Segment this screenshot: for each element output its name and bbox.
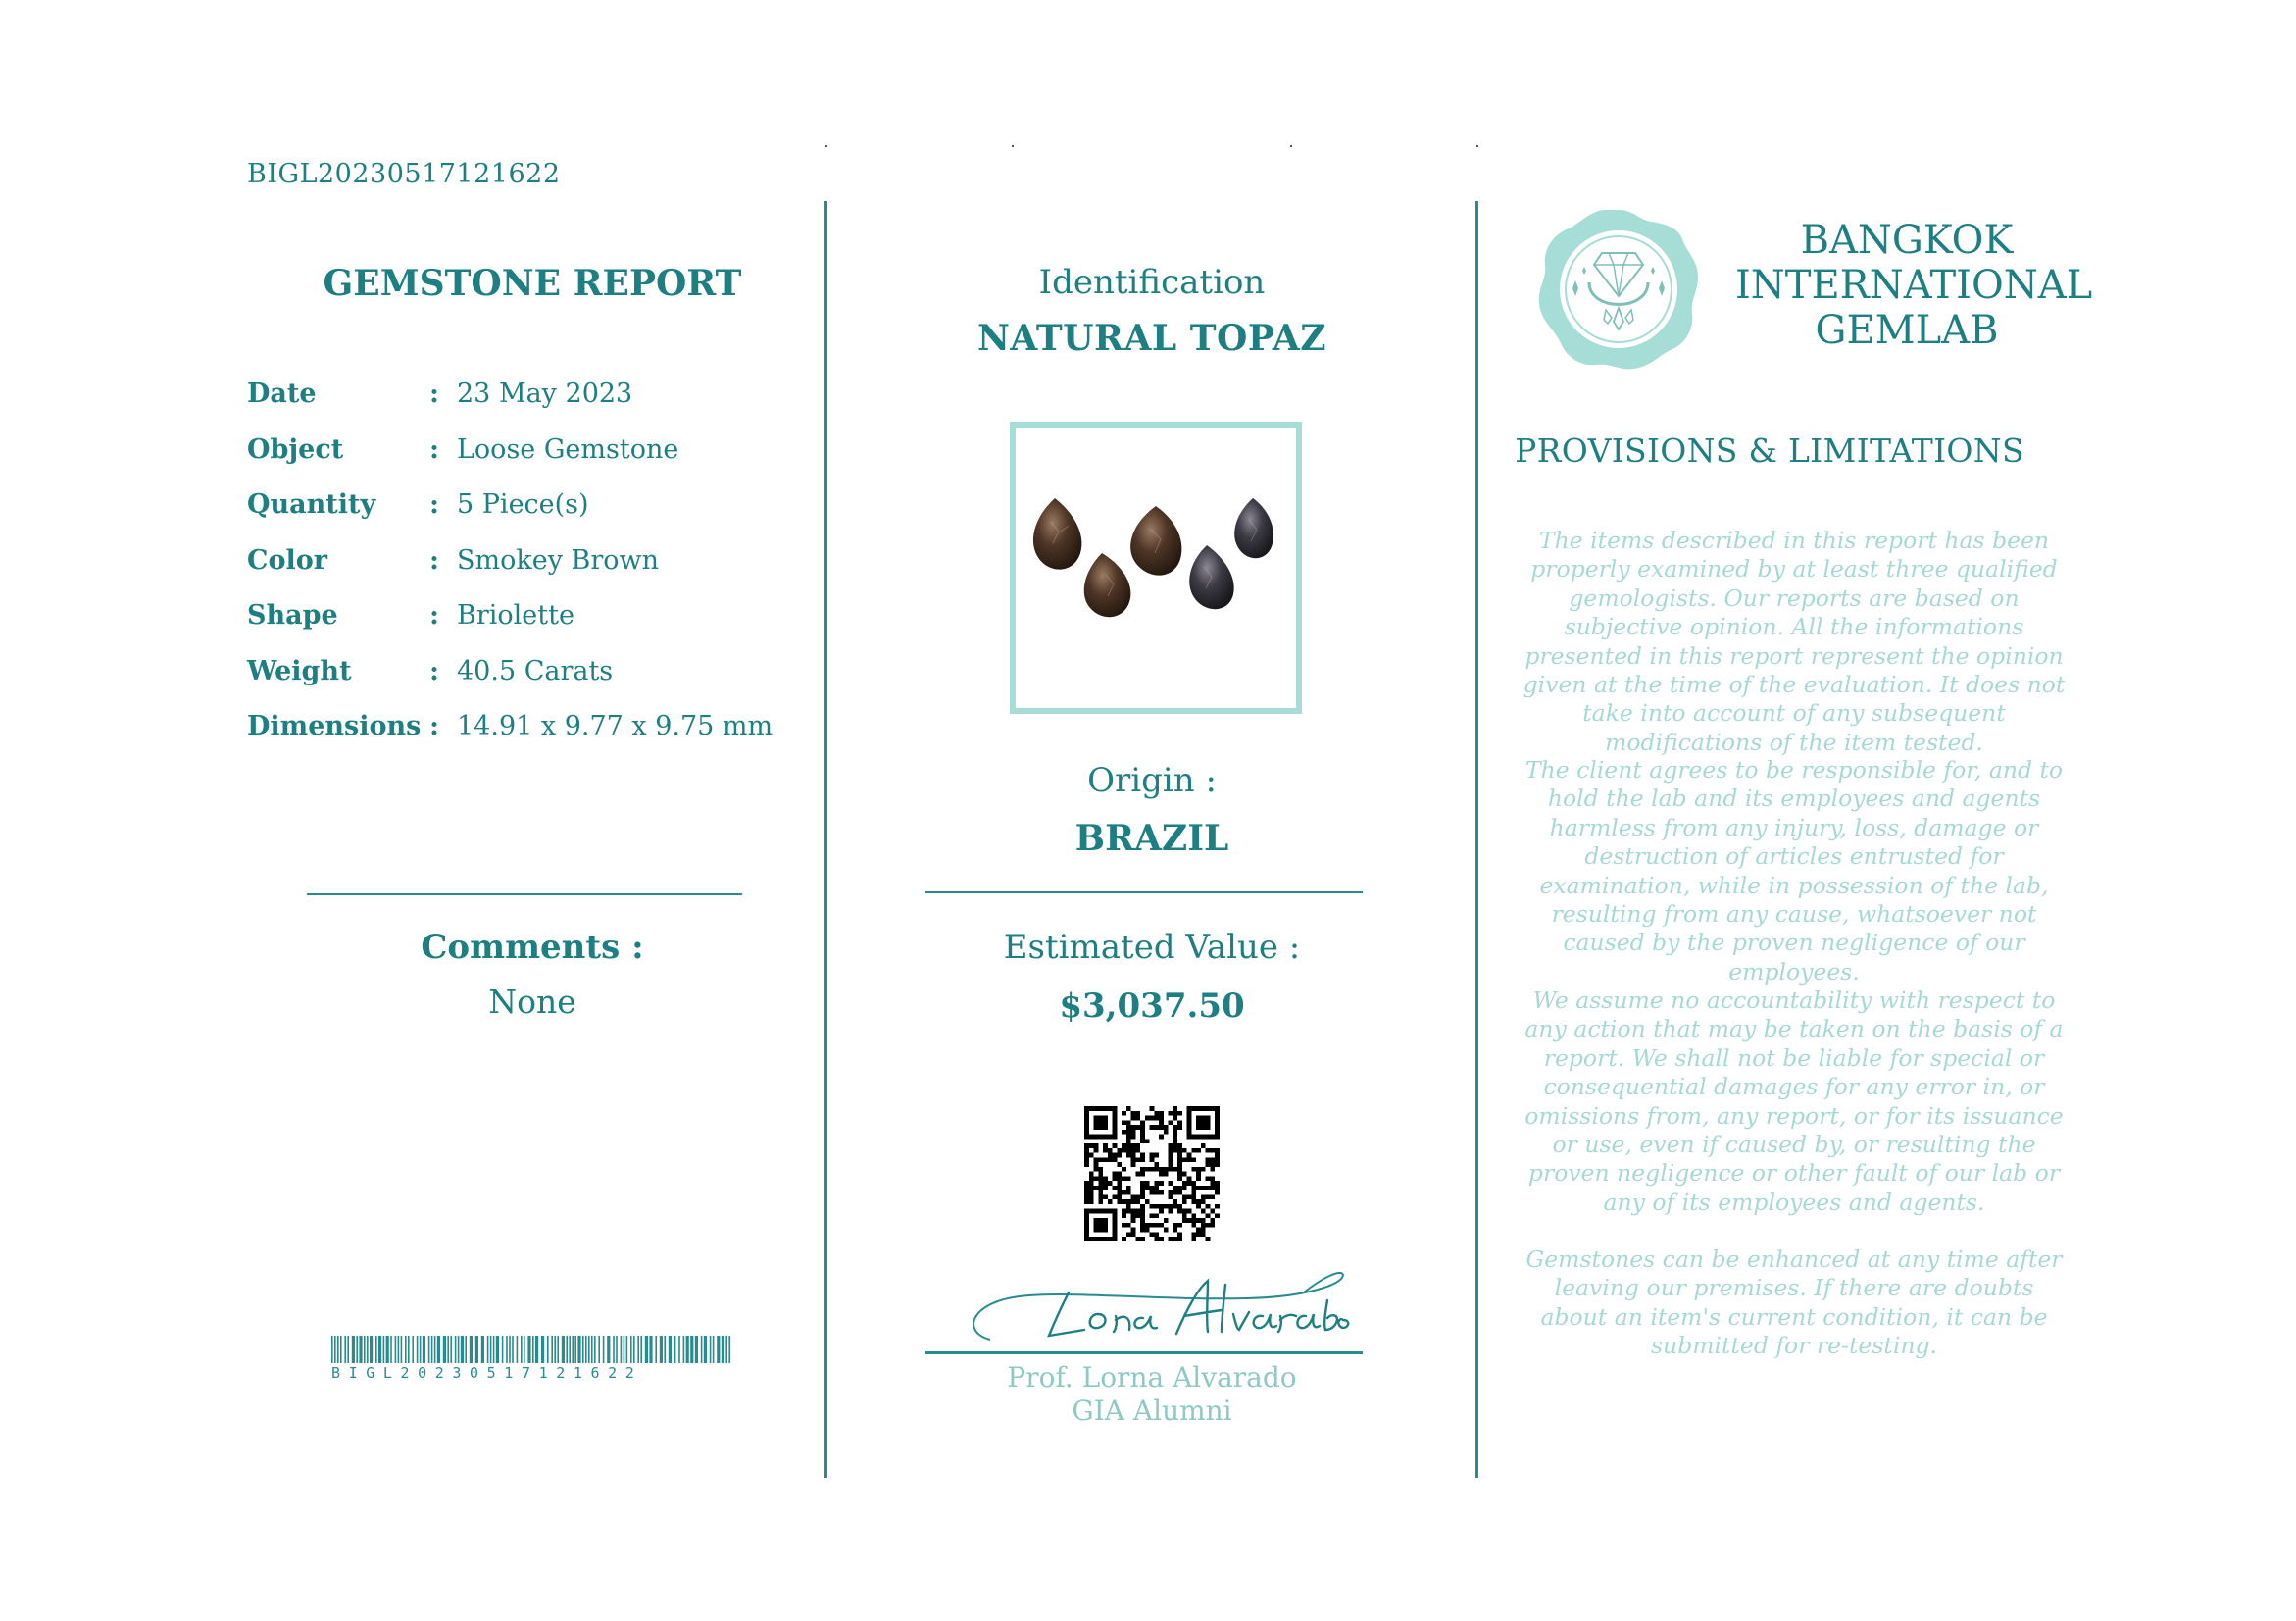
signature-line xyxy=(925,1351,1363,1354)
field-value: Briolette xyxy=(457,600,574,631)
origin-value: BRAZIL xyxy=(1074,818,1229,859)
field-label: Date xyxy=(247,379,317,409)
field-value: 14.91 x 9.77 x 9.75 mm xyxy=(457,711,774,741)
field-colon: : xyxy=(429,545,439,576)
field-label: Shape xyxy=(247,600,338,631)
comments-divider xyxy=(307,893,742,895)
gemstone-photo xyxy=(1010,422,1302,714)
signer-credentials: GIA Alumni xyxy=(1072,1394,1232,1427)
provisions-paragraph: The items described in this report has been properly examined by at least three qualified gemologists. Our reports are based on subjective opinion. All the informations presented in this report represent the opinion given at the time of the evaluation. It does not take into account of any subsequent modifications of the item tested. xyxy=(1522,527,2066,756)
lab-name-line: BANGKOK xyxy=(1800,218,2014,263)
field-label: Object xyxy=(247,434,344,465)
lab-name xyxy=(1735,218,2093,353)
field-value: 5 Piece(s) xyxy=(457,489,589,520)
estimated-value-label: Estimated Value : xyxy=(1003,928,1301,967)
identification-value: NATURAL TOPAZ xyxy=(976,318,1327,359)
field-colon: : xyxy=(429,434,439,465)
provisions-title: PROVISIONS & LIMITATIONS xyxy=(1515,431,2024,470)
field-colon: : xyxy=(429,600,439,631)
lab-seal-logo xyxy=(1535,206,1702,373)
field-label: Color xyxy=(247,545,327,576)
barcode-text: BIGL20230517121622 xyxy=(331,1364,643,1382)
origin-divider xyxy=(925,891,1363,893)
gem-stone xyxy=(1033,498,1273,617)
field-value: 40.5 Carats xyxy=(457,656,614,686)
field-colon: : xyxy=(429,711,439,741)
field-value: Smokey Brown xyxy=(457,545,660,576)
provisions-paragraph: Gemstones can be enhanced at any time after leaving our premises. If there are doubts about an item's current condition, it can be submitted for re-testing. xyxy=(1525,1245,2063,1360)
field-colon: : xyxy=(429,489,439,520)
field-label: Dimensions xyxy=(247,711,422,741)
signature xyxy=(951,1271,1363,1349)
field-colon: : xyxy=(429,379,439,409)
field-label: Quantity xyxy=(247,489,376,520)
top-dot xyxy=(1476,145,1478,147)
comments-value: None xyxy=(488,983,576,1021)
barcode xyxy=(331,1336,733,1363)
provisions-paragraph: We assume no accountability with respect to any action that may be taken on the basis of a report. We shall not be liable for special or consequential damages for any error in, or omissions from, any report, or for its issuance or use, even if caused by, or resulting the proven negligence or other fault of our lab or any of its employees and agents. xyxy=(1524,987,2064,1216)
provisions-paragraph: The client agrees to be responsible for, and to hold the lab and its employees and agents harmless from any injury, loss, damage or destruction of articles entrusted for examination, while in possession of the lab, resulting from any cause, whatsoever not caused by the proven negligence of our employees. xyxy=(1524,756,2064,986)
comments-label: Comments : xyxy=(421,928,644,967)
field-colon: : xyxy=(429,656,439,686)
top-dot xyxy=(825,145,827,147)
field-value: 23 May 2023 xyxy=(457,379,633,409)
identification-label: Identification xyxy=(1038,263,1266,302)
estimated-value: $3,037.50 xyxy=(1059,987,1245,1026)
top-dot xyxy=(1012,145,1014,147)
lab-name-line: GEMLAB xyxy=(1815,308,1999,353)
report-title: GEMSTONE REPORT xyxy=(323,263,742,304)
field-value: Loose Gemstone xyxy=(457,434,679,465)
field-label: Weight xyxy=(247,656,352,686)
lab-name-line: INTERNATIONAL xyxy=(1735,263,2093,308)
top-dot xyxy=(1290,145,1292,147)
origin-label: Origin : xyxy=(1087,761,1217,800)
qr-code xyxy=(1084,1106,1220,1241)
signer-name: Prof. Lorna Alvarado xyxy=(1007,1361,1297,1393)
report-id: BIGL20230517121622 xyxy=(247,159,561,189)
